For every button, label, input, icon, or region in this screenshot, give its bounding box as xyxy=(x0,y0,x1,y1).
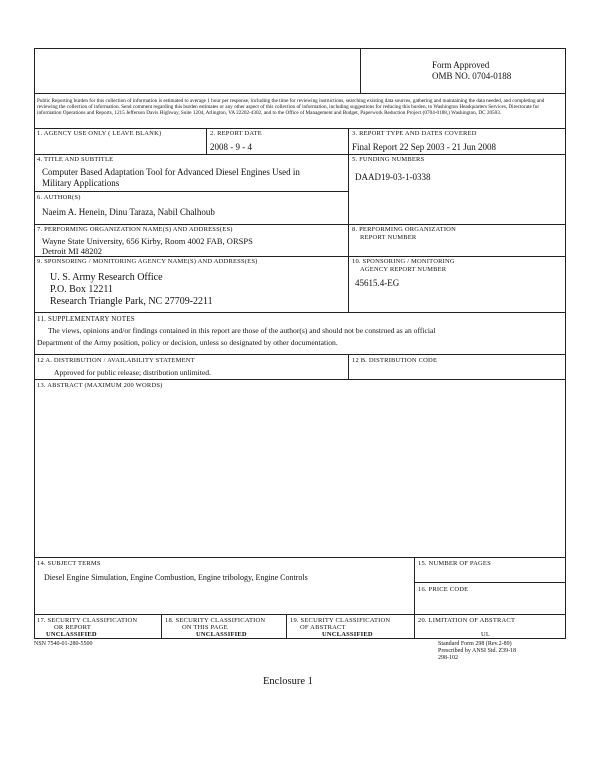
supplementary-label: 11. SUPPLEMENTARY NOTES xyxy=(37,315,135,323)
form-border-top xyxy=(34,48,566,49)
class-report-label-2: OR REPORT xyxy=(54,624,91,631)
omb-number: OMB NO. 0704-0188 xyxy=(432,71,512,81)
authors-value: Naeim A. Henein, Dinu Taraza, Nabil Chalhoub xyxy=(42,207,215,217)
performing-report-label-2: REPORT NUMBER xyxy=(360,234,417,241)
class-divider-3 xyxy=(414,614,415,639)
title-rule xyxy=(34,191,348,192)
class-divider-1 xyxy=(161,614,162,639)
sponsor-rule xyxy=(34,312,566,313)
standard-form: Standard Form 298 (Rev.2-89) xyxy=(438,641,512,647)
supplementary-rule xyxy=(34,354,566,355)
title-line-1: Computer Based Adaptation Tool for Advanced Diesel Engines Used in xyxy=(42,167,300,177)
pages-rule xyxy=(414,582,566,583)
funding-label: 5. FUNDING NUMBERS xyxy=(352,156,425,163)
report-type-value: Final Report 22 Sep 2003 - 21 Jun 2008 xyxy=(352,142,496,152)
class-divider-2 xyxy=(286,614,287,639)
title-line-2: Military Applications xyxy=(42,178,120,188)
distribution-code-label: 12 B. DISTRIBUTION CODE xyxy=(352,357,438,364)
class-page-label-1: 18. SECURITY CLASSIFICATION xyxy=(165,617,266,624)
title-label: 4. TITLE AND SUBTITLE xyxy=(37,156,114,163)
abstract-rule xyxy=(34,557,566,558)
report-date-label: 2. REPORT DATE xyxy=(210,130,262,137)
authors-label: 6. AUTHOR(S) xyxy=(37,194,81,201)
subject-rule xyxy=(34,614,566,615)
performing-org-line-1: Wayne State University, 656 Kirby, Room 4002 FAB, ORSPS xyxy=(42,236,253,246)
class-page-label-2: ON THIS PAGE xyxy=(182,624,228,631)
prescribed-by: Prescribed by ANSI Std. Z39-18 xyxy=(438,648,517,654)
header-bottom-rule xyxy=(34,93,566,94)
distribution-label: 12 A. DISTRIBUTION / AVAILABILITY STATEMENT xyxy=(37,357,195,364)
form-border-bottom xyxy=(34,638,566,639)
supplementary-line-1: The views, opinions and/or findings contained in this report are those of the author(s) and should not be construed as an official xyxy=(48,326,436,335)
form-code: 298-102 xyxy=(438,655,458,661)
class-abstract-value: UNCLASSIFIED xyxy=(322,631,373,638)
class-report-value: UNCLASSIFIED xyxy=(46,631,97,638)
subject-terms-label: 14. SUBJECT TERMS xyxy=(37,560,101,567)
performing-report-label-1: 8. PERFORMING ORGANIZATION xyxy=(352,226,456,233)
performing-org-line-2: Detroit MI 48202 xyxy=(42,246,102,256)
org-rule xyxy=(34,256,566,257)
row1-divider-a xyxy=(206,128,207,154)
form-border-right xyxy=(565,48,566,639)
burden-bottom-rule xyxy=(34,128,566,129)
form-border-left xyxy=(34,48,35,639)
enclosure-label: Enclosure 1 xyxy=(263,676,313,687)
sponsoring-report-label-2: AGENCY REPORT NUMBER xyxy=(360,266,447,273)
authors-rule xyxy=(34,224,566,225)
sponsoring-agency-line-3: Research Triangle Park, NC 27709-2211 xyxy=(50,296,213,307)
class-report-label-1: 17. SECURITY CLASSIFICATION xyxy=(37,617,138,624)
limitation-value: UL xyxy=(481,631,491,638)
class-page-value: UNCLASSIFIED xyxy=(196,631,247,638)
sponsoring-report-value: 45615.4-EG xyxy=(355,278,400,288)
class-abstract-label-2: OF ABSTRACT xyxy=(300,624,346,631)
class-abstract-label-1: 19. SECURITY CLASSIFICATION xyxy=(290,617,391,624)
funding-value: DAAD19-03-1-0338 xyxy=(355,172,431,182)
limitation-label: 20. LIMITATION OF ABSTRACT xyxy=(418,617,516,624)
sponsoring-agency-line-2: P.O. Box 12211 xyxy=(50,284,113,295)
form-approved: Form Approved xyxy=(432,60,490,70)
distribution-rule xyxy=(34,379,566,380)
number-of-pages-label: 15. NUMBER OF PAGES xyxy=(418,560,491,567)
abstract-label: 13. ABSTRACT (MAXIMUM 200 WORDS) xyxy=(37,382,163,389)
right-column-rule xyxy=(348,128,349,312)
supplementary-line-2: Department of the Army position, policy or decision, unless so designated by other documentation. xyxy=(37,338,338,347)
distribution-divider xyxy=(348,354,349,379)
header-divider xyxy=(360,48,361,93)
subject-terms-value: Diesel Engine Simulation, Engine Combustion, Engine tribology, Engine Controls xyxy=(44,573,308,582)
row1-rule xyxy=(34,154,566,155)
sponsoring-report-label-1: 10. SPONSORING / MONITORING xyxy=(352,258,455,265)
report-date-value: 2008 - 9 - 4 xyxy=(210,142,252,152)
sponsoring-agency-line-1: U. S. Army Research Office xyxy=(50,272,163,283)
nsn-number: NSN 7540-01-280-5500 xyxy=(34,641,93,647)
subject-divider xyxy=(414,557,415,614)
burden-statement: Public Reporting burden for this collection of information is estimated to average 1 hour per response, including the time for reviewing instructions, searching existing data sources, gathering and maintaining the data needed, and completing and reviewing the collection of information. Send comment regarding this burden estimates or any other aspect of this collection of information, including suggestions for reducing this burden, to Washington Headquarters Services, Directorate for information Operations and Reports, 1215 Jefferson Davis Highway, Suite 1204, Arlington, VA 22202-4302, and to the Office of Management and Budget, Paperwork Reduction Project (0704-0188,) Washington, DC 20503. xyxy=(37,98,545,117)
agency-use-label: 1. AGENCY USE ONLY ( LEAVE BLANK) xyxy=(37,130,162,137)
report-type-label: 3. REPORT TYPE AND DATES COVERED xyxy=(352,130,477,137)
performing-org-label: 7. PERFORMING ORGANIZATION NAME(S) AND ADDRESS(ES) xyxy=(37,226,233,233)
distribution-value: Approved for public release; distribution unlimited. xyxy=(54,368,211,377)
price-code-label: 16. PRICE CODE xyxy=(418,586,469,593)
sponsoring-agency-label: 9. SPONSORING / MONITORING AGENCY NAME(S) AND ADDRESS(ES) xyxy=(37,258,258,265)
